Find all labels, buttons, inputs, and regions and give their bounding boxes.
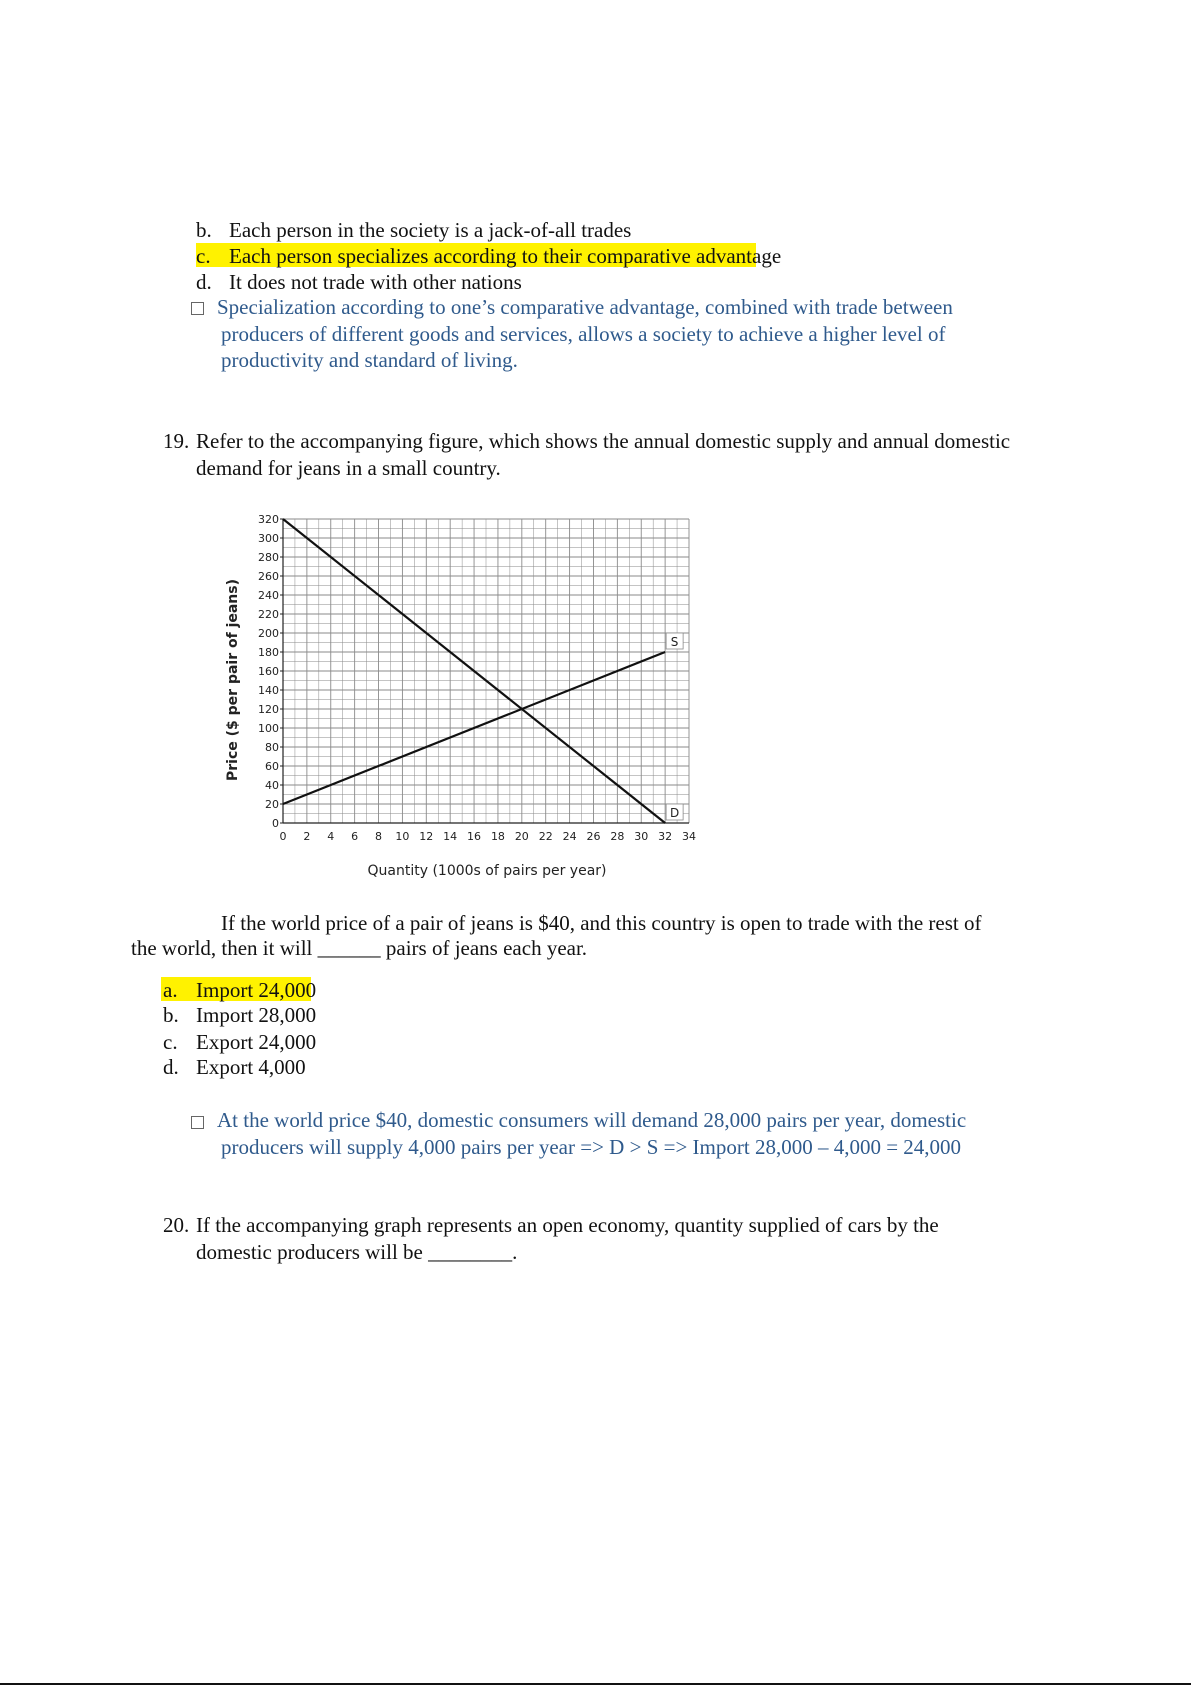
question-text: demand for jeans in a small country.	[196, 456, 501, 480]
explanation-line: Specialization according to one’s comparative advantage, combined with trade between	[217, 295, 953, 319]
q19-option-d	[163, 1055, 306, 1079]
question-text: domestic producers will be ________.	[196, 1240, 518, 1264]
x-tick-label: 4	[327, 830, 335, 843]
option-letter: d.	[163, 1055, 179, 1079]
question-number: 20.	[163, 1213, 190, 1237]
x-tick-label: 30	[634, 830, 649, 843]
option-text: Import 24,000	[196, 978, 317, 1002]
question-text: If the accompanying graph represents an open economy, quantity supplied of cars by the	[196, 1213, 939, 1237]
x-tick-label: 14	[443, 830, 458, 843]
explanation-line: At the world price $40, domestic consumers will demand 28,000 pairs per year, domestic	[217, 1108, 967, 1132]
y-tick-label: 80	[265, 741, 279, 754]
option-text: Export 24,000	[196, 1030, 317, 1054]
chart-grid	[283, 519, 689, 823]
x-tick-label: 16	[467, 830, 482, 843]
x-tick-label: 20	[514, 830, 529, 843]
y-tick-label: 100	[258, 722, 279, 735]
y-axis-label: Price ($ per pair of jeans)	[225, 578, 241, 782]
series-label-s: S	[670, 635, 679, 649]
checkbox-icon	[191, 302, 204, 315]
x-tick-label: 32	[658, 830, 673, 843]
y-tick-label: 300	[258, 532, 279, 545]
option-text: Each person in the society is a jack-of-all trades	[229, 218, 632, 242]
q18-option-d	[196, 270, 522, 294]
prompt-line: If the world price of a pair of jeans is $40, and this country is open to trade with the rest of	[221, 911, 982, 935]
option-letter: c.	[196, 244, 211, 268]
x-tick-label: 2	[303, 830, 311, 843]
x-tick-label: 26	[586, 830, 601, 843]
y-tick-label: 140	[258, 684, 279, 697]
explanation-line: producers will supply 4,000 pairs per year => D > S => Import 28,000 – 4,000 = 24,000	[221, 1135, 962, 1159]
y-tick-label: 200	[258, 627, 279, 640]
x-tick-label: 24	[562, 830, 577, 843]
y-tick-label: 220	[258, 608, 279, 621]
q18-option-b	[196, 218, 632, 242]
x-tick-label: 10	[395, 830, 410, 843]
x-tick-label: 28	[610, 830, 625, 843]
option-text: Export 4,000	[196, 1055, 306, 1079]
q19-option-b	[163, 1003, 317, 1027]
explanation-line: producers of different goods and services, allows a society to achieve a higher level of	[221, 322, 946, 346]
chart-ticks	[258, 513, 696, 843]
x-tick-label: 22	[538, 830, 553, 843]
x-tick-label: 8	[375, 830, 383, 843]
x-tick-label: 6	[351, 830, 359, 843]
question-text: Refer to the accompanying figure, which shows the annual domestic supply and annual domestic	[196, 429, 1011, 453]
y-tick-label: 60	[265, 760, 279, 773]
y-tick-label: 260	[258, 570, 279, 583]
y-tick-label: 180	[258, 646, 279, 659]
option-letter: c.	[163, 1030, 178, 1054]
x-tick-label: 0	[279, 830, 287, 843]
option-letter: a.	[163, 978, 178, 1002]
y-tick-label: 320	[258, 513, 279, 526]
x-axis-label: Quantity (1000s of pairs per year)	[367, 863, 607, 879]
y-tick-label: 40	[265, 779, 279, 792]
q19-option-a	[163, 978, 317, 1002]
option-letter: b.	[163, 1003, 179, 1027]
option-letter: d.	[196, 270, 212, 294]
option-text: Import 28,000	[196, 1003, 317, 1027]
option-text: It does not trade with other nations	[229, 270, 522, 294]
question-number: 19.	[163, 429, 190, 453]
option-text: Each person specializes according to their comparative advantage	[229, 244, 782, 268]
y-tick-label: 0	[272, 817, 279, 830]
y-tick-label: 120	[258, 703, 279, 716]
q19-option-c	[163, 1030, 317, 1054]
x-tick-label: 12	[419, 830, 434, 843]
explanation-line: productivity and standard of living.	[221, 348, 518, 372]
y-tick-label: 160	[258, 665, 279, 678]
q18-option-c	[196, 244, 782, 268]
prompt-line: the world, then it will ______ pairs of jeans each year.	[131, 936, 588, 960]
y-tick-label: 280	[258, 551, 279, 564]
option-letter: b.	[196, 218, 212, 242]
x-tick-label: 18	[490, 830, 505, 843]
series-label-d: D	[669, 806, 680, 820]
supply-demand-chart	[210, 505, 710, 890]
checkbox-icon	[191, 1116, 204, 1129]
y-tick-label: 240	[258, 589, 279, 602]
y-tick-label: 20	[265, 798, 279, 811]
x-tick-label: 34	[682, 830, 696, 843]
